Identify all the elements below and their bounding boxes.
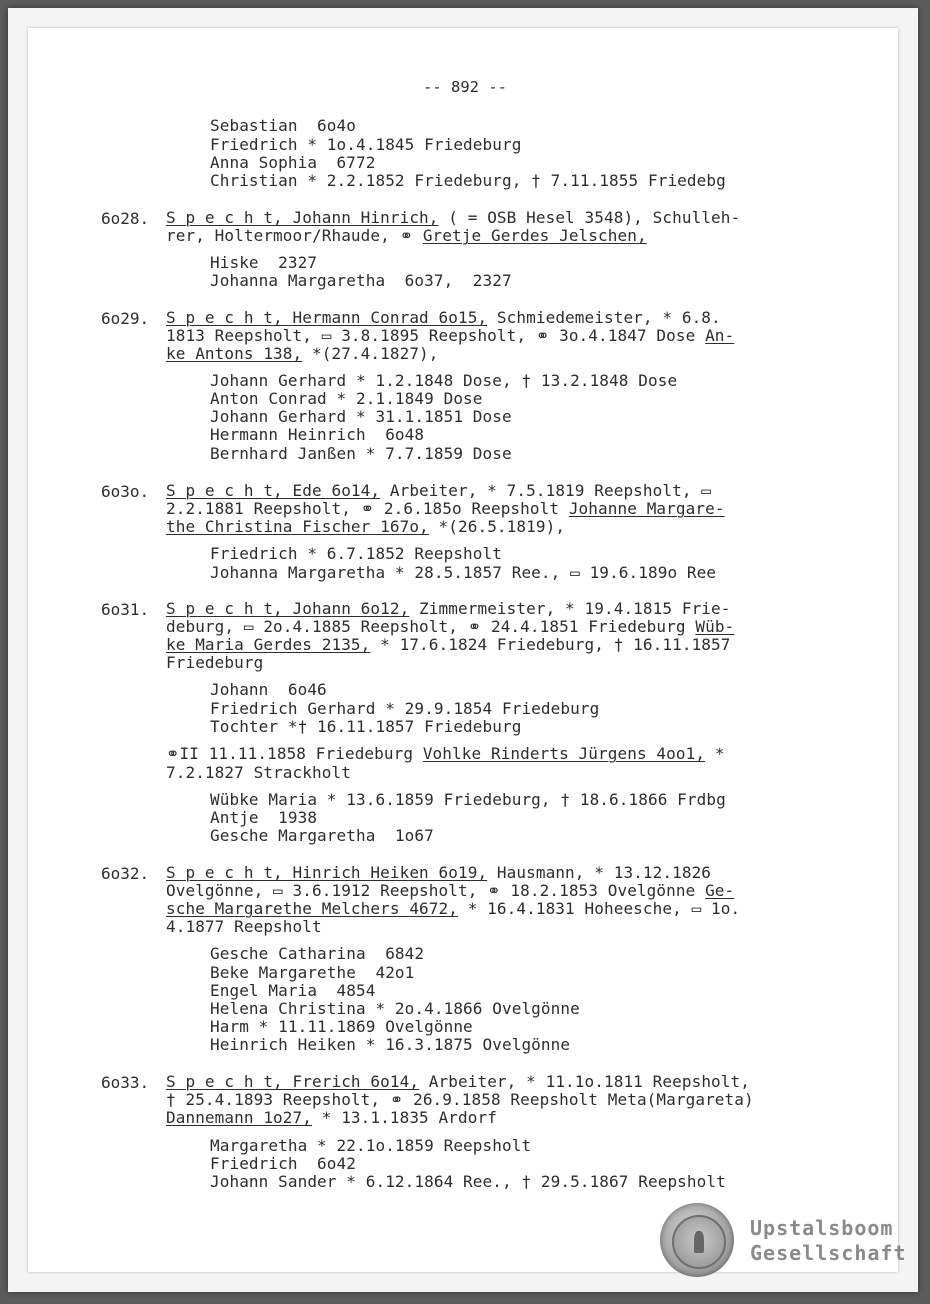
entry-text-line: Friedeburg — [166, 653, 264, 672]
entry-text-line: Ovelgönne, ▭ 3.6.1912 Reepsholt, ⚭ 18.2.1853 Ovelgönne Ge- — [166, 881, 735, 900]
entry-number: 6o31. — [101, 600, 150, 619]
entry-text-line: S p e c h t, Johann Hinrich, ( = OSB Hesel 3548), Schulleh- — [166, 208, 741, 227]
child-line: Margaretha * 22.1o.1859 Reepsholt — [210, 1136, 532, 1155]
entry-text-line: S p e c h t, Johann 6o12, Zimmermeister, * 19.4.1815 Frie- — [166, 599, 731, 618]
entry-text-line: † 25.4.1893 Reepsholt, ⚭ 26.9.1858 Reepsholt Meta(Margareta) — [166, 1090, 754, 1109]
child-line: Friedrich * 1o.4.1845 Friedeburg — [210, 135, 522, 154]
brand-line-1: Upstalsboom — [750, 1216, 894, 1240]
entry-number: 6o28. — [101, 209, 150, 228]
seal-inner-ring — [672, 1215, 726, 1269]
child-line: Johann 6o46 — [210, 680, 327, 699]
entry-text-line: ke Maria Gerdes 2135, * 17.6.1824 Friedeburg, † 16.11.1857 — [166, 635, 731, 654]
entry-number: 6o32. — [101, 864, 150, 883]
child-line: Johann Gerhard * 1.2.1848 Dose, † 13.2.1848 Dose — [210, 371, 678, 390]
entry-text-line: S p e c h t, Ede 6o14, Arbeiter, * 7.5.1819 Reepsholt, ▭ — [166, 481, 712, 500]
page-number: -- 892 -- — [423, 78, 507, 96]
child-line: Tochter *† 16.11.1857 Friedeburg — [210, 717, 522, 736]
brand-line-2: Gesellschaft — [750, 1241, 907, 1265]
child-line: Antje 1938 — [210, 808, 318, 827]
child-line: Johann Sander * 6.12.1864 Ree., † 29.5.1867 Reepsholt — [210, 1172, 726, 1191]
child-line: Anton Conrad * 2.1.1849 Dose — [210, 389, 483, 408]
second-marriage-line: ⚭II 11.11.1858 Friedeburg Vohlke Rinderts Jürgens 4oo1, * — [166, 744, 725, 763]
child-line: Anna Sophia 6772 — [210, 153, 376, 172]
entry-number: 6o33. — [101, 1073, 150, 1092]
entry-text-line: S p e c h t, Hermann Conrad 6o15, Schmiedemeister, * 6.8. — [166, 308, 721, 327]
child-line: Engel Maria 4854 — [210, 981, 376, 1000]
entry-text-line: S p e c h t, Frerich 6o14, Arbeiter, * 11.1o.1811 Reepsholt, — [166, 1072, 750, 1091]
child-line: Johanna Margaretha * 28.5.1857 Ree., ▭ 19.6.189o Ree — [210, 563, 717, 582]
child-line: Gesche Margaretha 1o67 — [210, 826, 434, 845]
child-line: Heinrich Heiken * 16.3.1875 Ovelgönne — [210, 1035, 571, 1054]
entry-text-line: 2.2.1881 Reepsholt, ⚭ 2.6.185o Reepsholt Johanne Margare- — [166, 499, 725, 518]
child-line: Friedrich Gerhard * 29.9.1854 Friedeburg — [210, 699, 600, 718]
entry-text-line: rer, Holtermoor/Rhaude, ⚭ Gretje Gerdes Jelschen, — [166, 226, 647, 245]
child-line: Johann Gerhard * 31.1.1851 Dose — [210, 407, 512, 426]
child-line: Hermann Heinrich 6o48 — [210, 425, 425, 444]
entry-text-line: Dannemann 1o27, * 13.1.1835 Ardorf — [166, 1108, 497, 1127]
entry-text-line: the Christina Fischer 167o, *(26.5.1819), — [166, 517, 566, 536]
seal-logo-icon — [660, 1203, 734, 1277]
child-line: Sebastian 6o4o — [210, 116, 356, 135]
child-line: Johanna Margaretha 6o37, 2327 — [210, 271, 512, 290]
child-line: Gesche Catharina 6842 — [210, 944, 425, 963]
child-line: Wübke Maria * 13.6.1859 Friedeburg, † 18.6.1866 Frdbg — [210, 790, 726, 809]
entry-text-line: sche Margarethe Melchers 4672, * 16.4.1831 Hoheesche, ▭ 1o. — [166, 899, 741, 918]
tree-icon — [694, 1231, 704, 1253]
child-line: Harm * 11.11.1869 Ovelgönne — [210, 1017, 473, 1036]
entry-text-line: 1813 Reepsholt, ▭ 3.8.1895 Reepsholt, ⚭ 3o.4.1847 Dose An- — [166, 326, 735, 345]
child-line: Bernhard Janßen * 7.7.1859 Dose — [210, 444, 512, 463]
child-line: Beke Margarethe 42o1 — [210, 963, 415, 982]
child-line: Friedrich 6o42 — [210, 1154, 356, 1173]
entry-number: 6o29. — [101, 309, 150, 328]
entry-text-line: ke Antons 138, *(27.4.1827), — [166, 344, 439, 363]
entry-text-line: deburg, ▭ 2o.4.1885 Reepsholt, ⚭ 24.4.1851 Friedeburg Wüb- — [166, 617, 735, 636]
entry-text-line: 4.1877 Reepsholt — [166, 917, 322, 936]
child-line: Hiske 2327 — [210, 253, 318, 272]
second-marriage-line: 7.2.1827 Strackholt — [166, 763, 351, 782]
child-line: Friedrich * 6.7.1852 Reepsholt — [210, 544, 502, 563]
child-line: Christian * 2.2.1852 Friedeburg, † 7.11.1855 Friedebg — [210, 171, 726, 190]
child-line: Helena Christina * 2o.4.1866 Ovelgönne — [210, 999, 580, 1018]
entry-text-line: S p e c h t, Hinrich Heiken 6o19, Hausmann, * 13.12.1826 — [166, 863, 712, 882]
entry-number: 6o3o. — [101, 482, 150, 501]
brand-watermark — [750, 1216, 907, 1266]
